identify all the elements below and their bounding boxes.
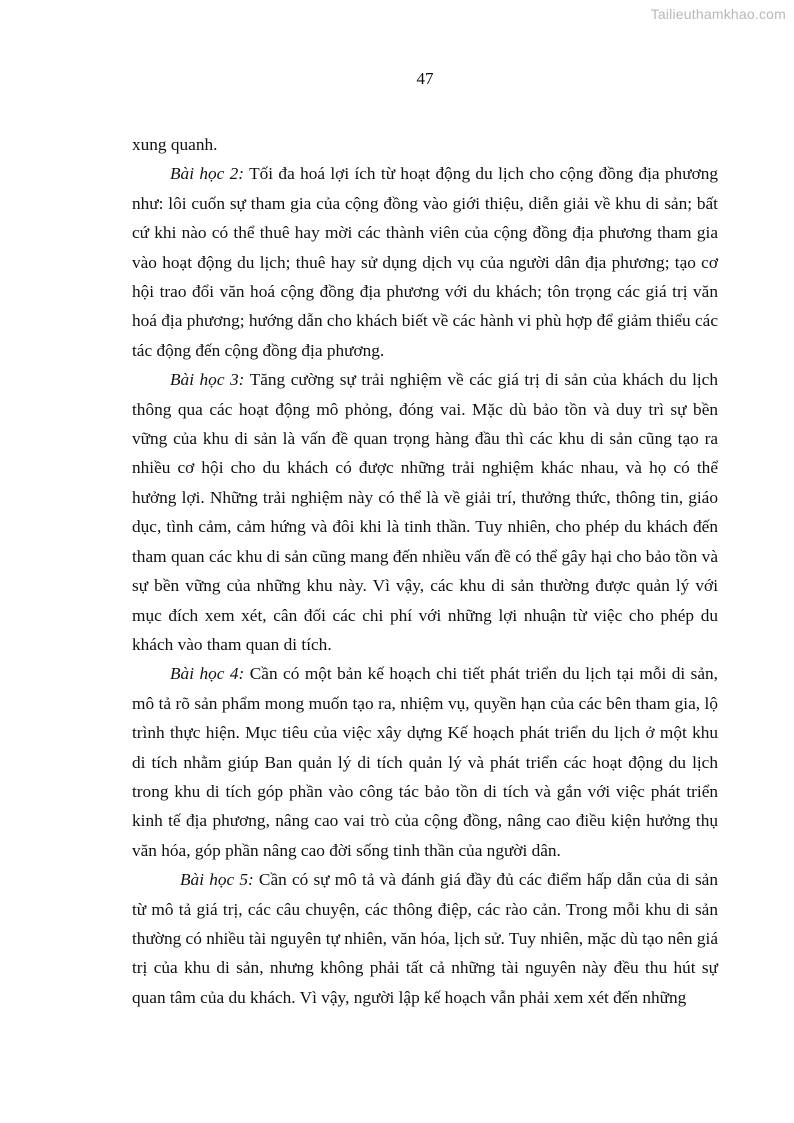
paragraph-text: Cần có một bản kế hoạch chi tiết phát triển du lịch tại mỗi di sản, mô tả rõ sản phẩm mong muốn tạo ra, nhiệm vụ, quyền hạn của các bên tham gia, lộ trình thực hiện. Mục tiêu của việc xây dựng Kế hoạch phát triển du lịch ở một khu di tích nhằm giúp Ban quản lý di tích quản lý và phát triển các hoạt động du lịch trong khu di tích góp phần vào công tác bảo tồn di tích và gắn với việc phát triển kinh tế địa phương, nâng cao vai trò của cộng đồng, nâng cao điều kiện hưởng thụ văn hóa, góp phần nâng cao đời sống tinh thần của người dân. bbox=[132, 664, 718, 860]
lesson-label: Bài học 3: bbox=[170, 370, 245, 390]
paragraph-lesson-2 bbox=[132, 159, 718, 365]
lesson-label: Bài học 4: bbox=[170, 664, 245, 684]
paragraph-lesson-5 bbox=[132, 865, 718, 1012]
lesson-label: Bài học 2: bbox=[170, 164, 245, 184]
paragraph-text: xung quanh. bbox=[132, 135, 218, 154]
page-number: 47 bbox=[416, 69, 434, 88]
watermark: Tailieuthamkhao.com bbox=[650, 6, 786, 22]
paragraph-lesson-3 bbox=[132, 365, 718, 659]
paragraph-text: Tối đa hoá lợi ích từ hoạt động du lịch cho cộng đồng địa phương như: lôi cuốn sự tham gia của cộng đồng vào giới thiệu, diễn giải về khu di sản; bất cứ khi nào có thể thuê hay mời các thành viên của cộng đồng địa phương tham gia vào hoạt động du lịch; thuê hay sử dụng dịch vụ của người dân địa phương; tạo cơ hội trao đổi văn hoá cộng đồng địa phương với du khách; tôn trọng các giá trị văn hoá địa phương; hướng dẫn cho khách biết về các hành vi phù hợp để giảm thiểu các tác động đến cộng đồng địa phương. bbox=[132, 164, 719, 360]
lesson-label: Bài học 5: bbox=[180, 870, 254, 890]
paragraph-continuation bbox=[132, 130, 718, 159]
paragraph-text: Tăng cường sự trải nghiệm về các giá trị di sản của khách du lịch thông qua các hoạt động mô phỏng, đóng vai. Mặc dù bảo tồn và duy trì sự bền vững của khu di sản là vấn đề quan trọng hàng đầu thì các khu di sản cũng tạo ra nhiều cơ hội cho du khách có được những trải nghiệm khác nhau, và họ có thể hưởng lợi. Những trải nghiệm này có thể là về giải trí, thưởng thức, thông tin, giáo dục, tình cảm, cảm hứng và đôi khi là tinh thần. Tuy nhiên, cho phép du khách đến tham quan các khu di sản cũng mang đến nhiều vấn đề có thể gây hại cho bảo tồn và sự bền vững của những khu này. Vì vậy, các khu di sản thường được quản lý với mục đích xem xét, cân đối các chi phí với những lợi nhuận từ việc cho phép du khách vào tham quan di tích. bbox=[132, 370, 718, 654]
paragraph-lesson-4 bbox=[132, 659, 718, 865]
paragraph-text: Cần có sự mô tả và đánh giá đầy đủ các điểm hấp dẫn của di sản từ mô tả giá trị, các câu chuyện, các thông điệp, các rào cản. Trong mỗi khu di sản thường có nhiều tài nguyên tự nhiên, văn hóa, lịch sử. Tuy nhiên, mặc dù tạo nên giá trị của khu di sản, nhưng không phải tất cả những tài nguyên này đều thu hút sự quan tâm của du khách. Vì vậy, người lập kế hoạch vẫn phải xem xét đến những bbox=[132, 870, 718, 1007]
document-body bbox=[132, 130, 718, 1012]
